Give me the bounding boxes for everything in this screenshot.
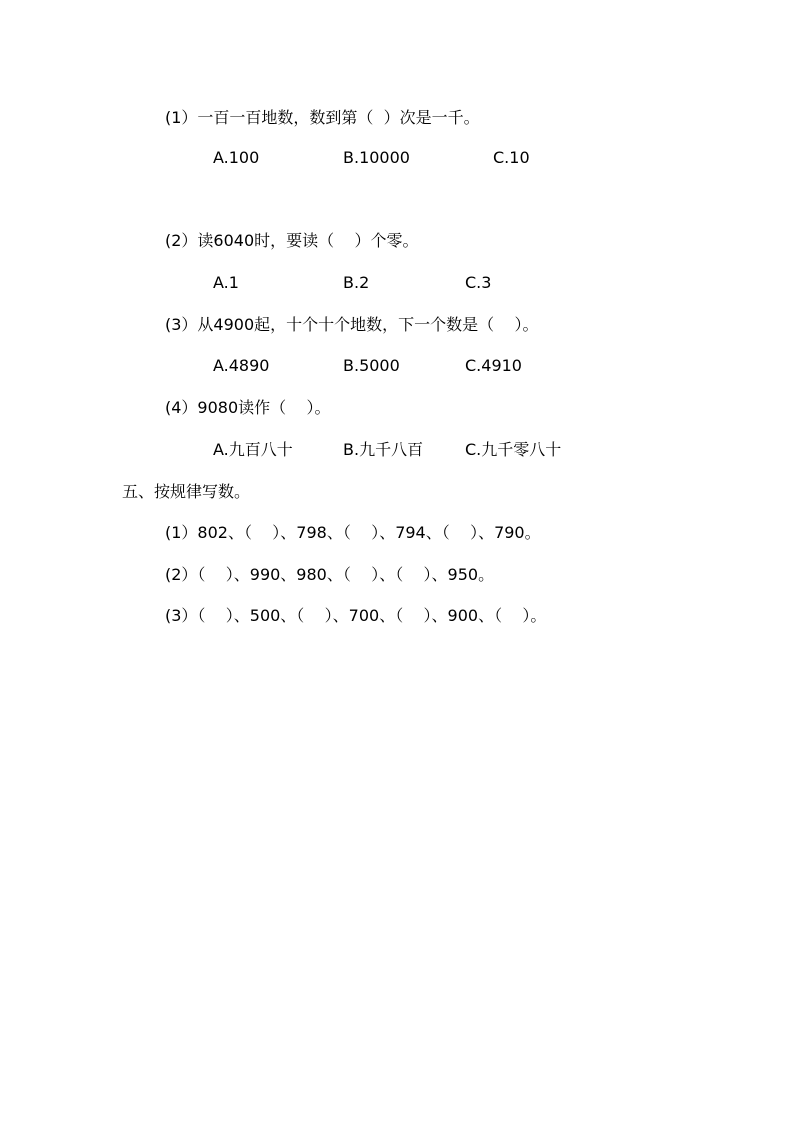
question-4-text: (4）9080读作（ ）。 bbox=[165, 398, 331, 417]
question-4-option-c: C.九千零八十 bbox=[465, 440, 562, 459]
question-3-option-b: B.5000 bbox=[343, 356, 400, 375]
question-4-option-a: A.九百八十 bbox=[213, 440, 293, 459]
question-4-option-b: B.九千八百 bbox=[343, 440, 424, 459]
question-1-text: (1）一百一百地数，数到第（ ）次是一千。 bbox=[165, 108, 480, 127]
question-3-text: (3）从4900起，十个十个地数，下一个数是（ ）。 bbox=[165, 315, 539, 334]
section-5-item-2: (2）（ ）、990、980、（ ）、（ ）、950。 bbox=[165, 565, 495, 584]
question-2-option-a: A.1 bbox=[213, 273, 239, 292]
question-2-option-c: C.3 bbox=[465, 273, 492, 292]
section-5-item-1: (1）802、（ ）、798、（ ）、794、（ ）、790。 bbox=[165, 523, 541, 542]
question-2-text: (2）读6040时，要读（ ）个零。 bbox=[165, 231, 419, 250]
question-2-option-b: B.2 bbox=[343, 273, 370, 292]
question-3-option-a: A.4890 bbox=[213, 356, 270, 375]
question-1-option-c: C.10 bbox=[493, 148, 530, 167]
question-3-option-c: C.4910 bbox=[465, 356, 522, 375]
section-5-item-3: (3）（ ）、500、（ ）、700、（ ）、900、（ ）。 bbox=[165, 606, 547, 625]
question-1-option-b: B.10000 bbox=[343, 148, 410, 167]
section-5-title: 五、按规律写数。 bbox=[122, 482, 251, 501]
question-1-option-a: A.100 bbox=[213, 148, 260, 167]
